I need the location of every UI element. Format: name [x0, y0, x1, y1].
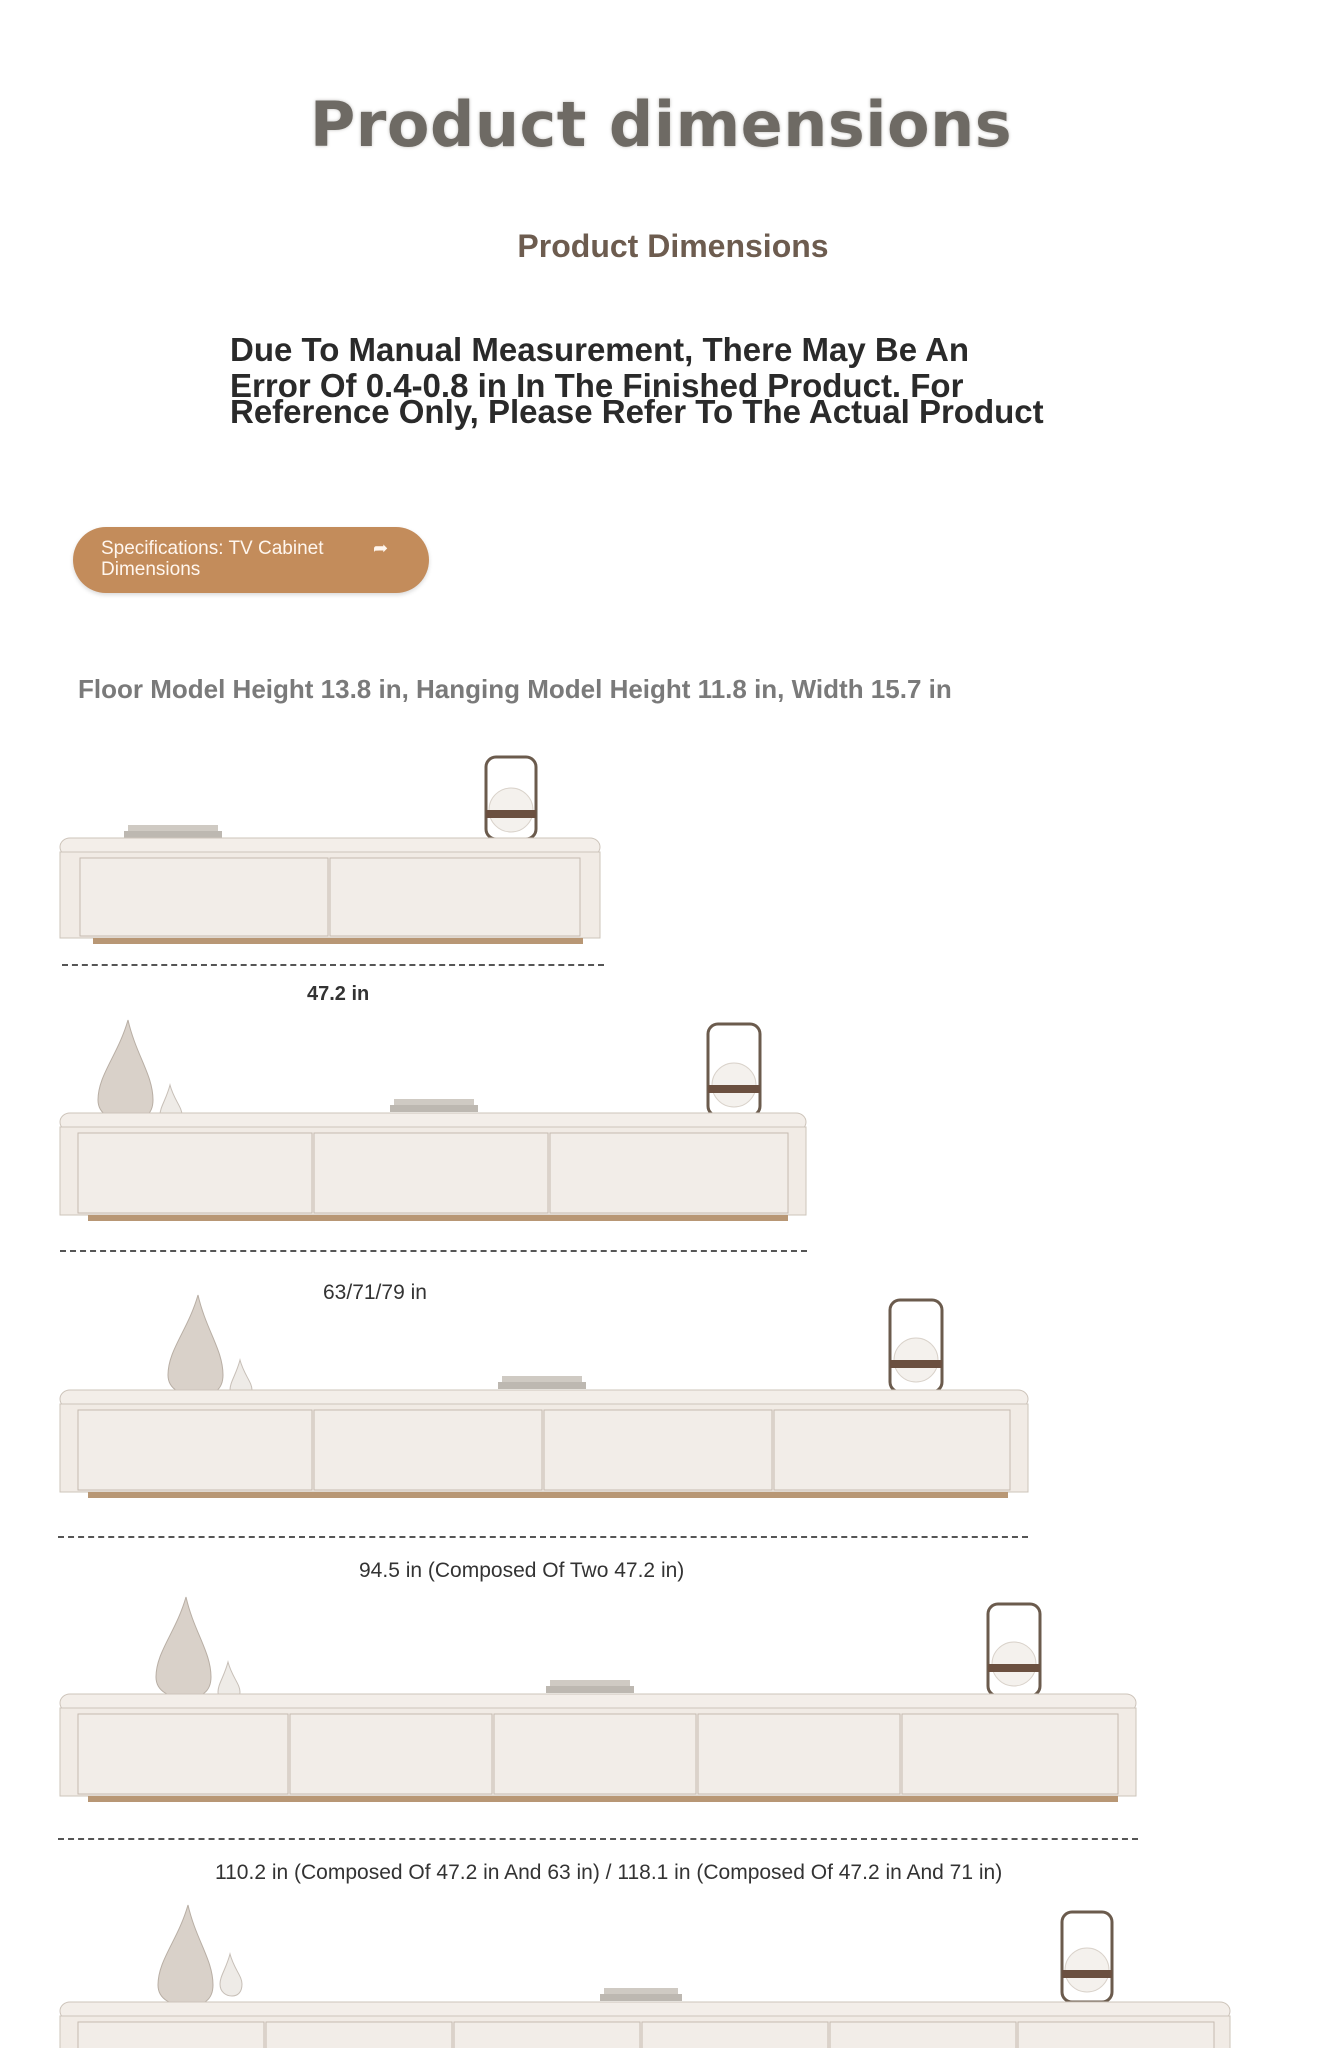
lantern-lamp	[890, 1300, 942, 1392]
vase-decor	[156, 1597, 240, 1702]
measurement-notice	[230, 331, 1130, 430]
book-stack	[546, 1680, 634, 1693]
dimension-line	[60, 1250, 807, 1252]
book-stack	[498, 1376, 586, 1389]
lantern-lamp	[486, 757, 536, 839]
vase-decor	[98, 1020, 182, 1125]
spec-summary: Floor Model Height 13.8 in, Hanging Model Height 11.8 in, Width 15.7 in	[78, 674, 952, 704]
spec-button-label-2: Dimensions	[101, 559, 201, 580]
cabinet-illustration-1	[58, 752, 603, 952]
spec-button-label: Specifications: TV Cabinet	[101, 538, 324, 559]
lantern-lamp	[988, 1604, 1040, 1696]
arrow-right-icon: ➦	[373, 538, 389, 558]
notice-line: Due To Manual Measurement, There May Be An	[230, 331, 969, 368]
specifications-button[interactable]	[73, 527, 429, 593]
dimension-label: 63/71/79 in	[323, 1281, 427, 1304]
cabinet-illustration-5	[58, 1900, 1233, 2048]
dimension-line	[58, 1838, 1138, 1840]
book-stack	[390, 1099, 478, 1112]
notice-line: Error Of 0.4-0.8 in In The Finished Product. For	[230, 367, 964, 404]
section-title: Product Dimensions	[517, 228, 829, 264]
dimension-label: 47.2 in	[307, 983, 370, 1005]
cabinet-illustration-3	[58, 1290, 1033, 1508]
cabinet-illustration-4	[58, 1592, 1140, 1810]
dimension-label: 94.5 in (Composed Of Two 47.2 in)	[359, 1559, 685, 1582]
page-title: Product dimensions	[309, 88, 1013, 161]
book-stack	[600, 1988, 682, 2001]
vase-decor	[158, 1905, 242, 2006]
dimension-line	[62, 964, 604, 966]
dimension-label: 110.2 in (Composed Of 47.2 in And 63 in) / 118.1 in (Composed Of 47.2 in And 71 in)	[215, 1861, 1003, 1884]
vase-decor	[168, 1295, 252, 1400]
book-stack	[124, 825, 222, 838]
notice-line: Reference Only, Please Refer To The Actual Product	[230, 393, 1044, 430]
lantern-lamp	[708, 1024, 760, 1116]
dimension-line	[58, 1536, 1028, 1538]
cabinet-illustration-2	[58, 1015, 810, 1230]
lantern-lamp	[1062, 1912, 1112, 2002]
